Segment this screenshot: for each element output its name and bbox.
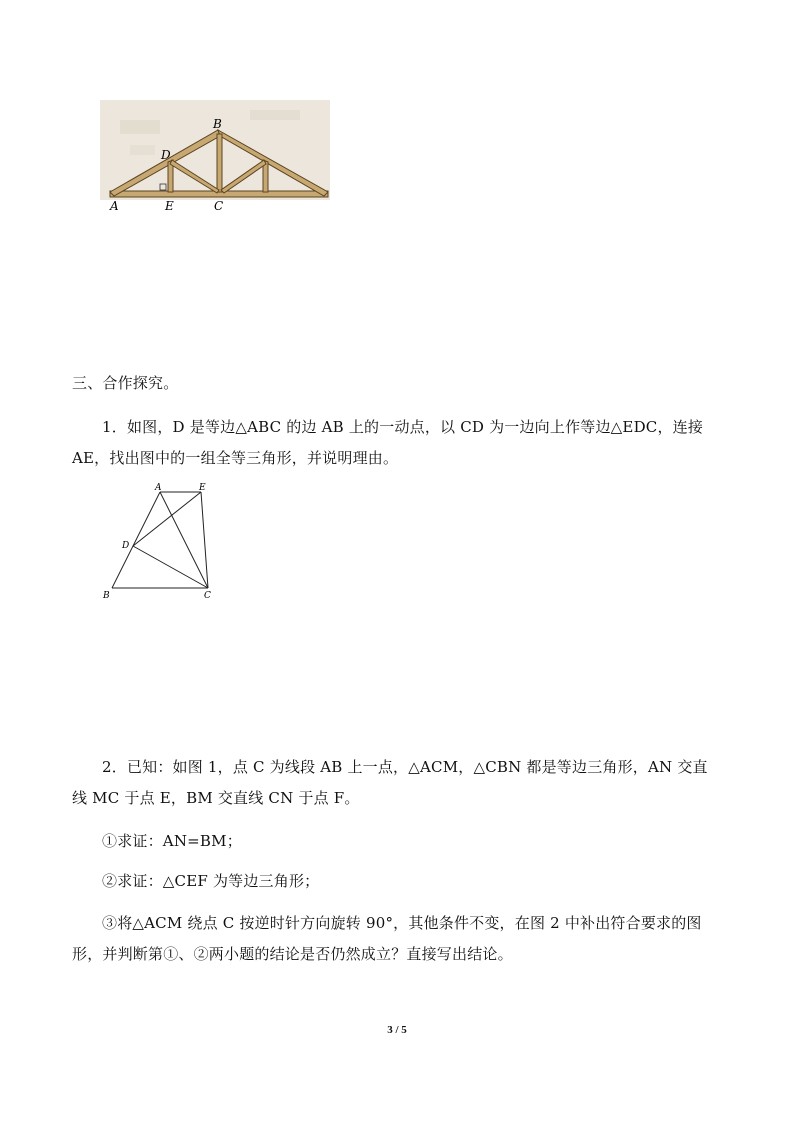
segment-ec: [201, 492, 208, 588]
label-c: C: [214, 199, 224, 213]
section-heading: 三、合作探究。: [72, 374, 179, 392]
label-d: D: [122, 541, 130, 551]
segment-ac: [160, 492, 208, 588]
truss-center-post: [217, 134, 222, 192]
problem-2-intro: 2．已知：如图 1，点 C 为线段 AB 上一点，△ACM，△CBN 都是等边三角形，AN 交直线 MC 于点 E，BM 交直线 CN 于点 F。: [72, 758, 708, 807]
segment-ab: [112, 492, 160, 588]
label-b: B: [103, 591, 110, 601]
photo-texture: [250, 110, 300, 120]
label-b: B: [213, 117, 222, 131]
problem-2-part-1: ①求证：AN=BM；: [102, 832, 242, 850]
label-c: C: [204, 591, 211, 601]
triangle-figure: [98, 480, 223, 605]
label-a: A: [110, 199, 119, 213]
problem-1-text: 1．如图，D 是等边△ABC 的边 AB 上的一动点，以 CD 为一边向上作等边△EDC，连接 AE，找出图中的一组全等三角形，并说明理由。: [72, 418, 704, 467]
segment-de: [133, 492, 201, 546]
label-e: E: [199, 483, 206, 493]
label-e: E: [165, 199, 174, 213]
label-a: A: [155, 483, 162, 493]
label-d: D: [161, 148, 171, 162]
problem-2-part-2: ②求证：△CEF 为等边三角形；: [102, 872, 320, 890]
problem-2-part-3: ③将△ACM 绕点 C 按逆时针方向旋转 90°，其他条件不变，在图 2 中补出符合要求的图形，并判断第①、②两小题的结论是否仍然成立？直接写出结论。: [72, 914, 702, 963]
photo-texture: [120, 120, 160, 134]
segment-dc: [133, 546, 208, 588]
roof-truss-figure: [100, 100, 340, 215]
page-number: 3 / 5: [387, 1024, 407, 1036]
photo-texture: [130, 145, 155, 155]
